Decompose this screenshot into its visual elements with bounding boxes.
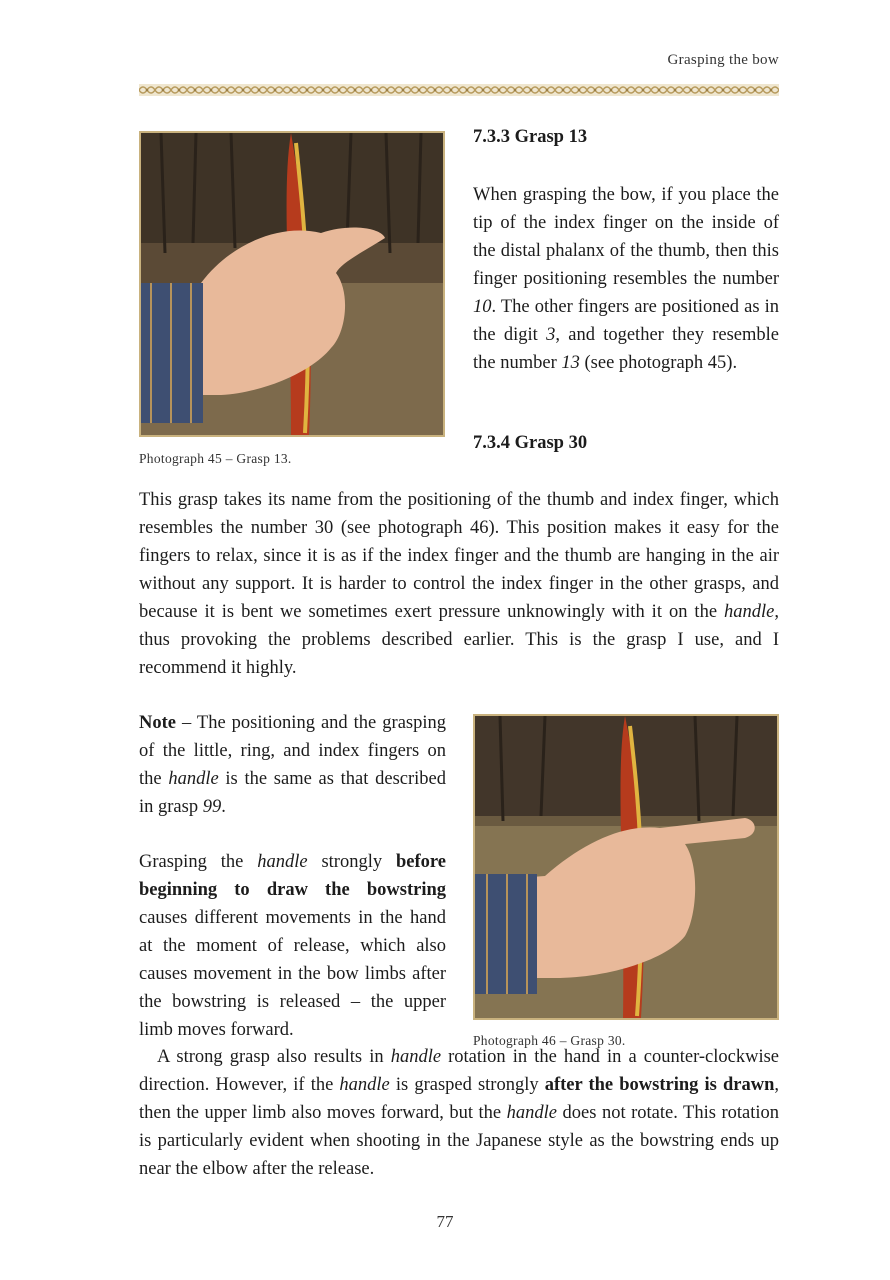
photograph-46 xyxy=(473,714,779,1020)
running-head: Grasping the bow xyxy=(667,52,779,68)
note-paragraph: Note – The positioning and the grasping of the little, ring, and index fingers on the handle is the same as that described in grasp 99. xyxy=(139,713,446,817)
grasp-30-illustration xyxy=(475,716,777,1018)
page-number: 77 xyxy=(436,1212,454,1231)
caption-photograph-45: Photograph 45 – Grasp 13. xyxy=(139,451,292,466)
paragraph-grasp-30: This grasp takes its name from the positioning of the thumb and index finger, which resembles the number 30 (see photograph 46). This position makes it easy for the fingers to relax, since it is as if the index finger and the thumb are hanging in the air without any support. It is harder to control the index finger in the other grasps, and because it is bent we sometimes exert pressure unknowingly with it on the handle, thus provoking the problems described earlier. This is the grasp I use, and I recommend it highly. xyxy=(139,490,779,678)
ornamental-rule xyxy=(139,84,779,96)
paragraph-grasp-13: When grasping the bow, if you place the tip of the index finger on the inside of the distal phalanx of the thumb, then this finger positioning resembles the number 10. The other fingers are positioned as in the digit 3, and together they resemble the number 13 (see photograph 45). xyxy=(473,185,779,373)
section-heading-7-3-4: 7.3.4 Grasp 30 xyxy=(473,433,588,453)
photograph-45 xyxy=(139,131,445,437)
grasp-13-illustration xyxy=(141,133,443,435)
section-heading-7-3-3: 7.3.3 Grasp 13 xyxy=(473,127,588,147)
caption-photograph-46: Photograph 46 – Grasp 30. xyxy=(473,1033,626,1048)
paragraph-strong-grasp: A strong grasp also results in handle rotation in the hand in a counter-clockwise direction. However, if the handle is grasped strongly after the bowstring is drawn, then the upper limb also moves forward, but the handle does not rotate. This rotation is particularly evident when shooting in the Japanese style as the bowstring ends up near the elbow after the release. xyxy=(139,1047,780,1179)
paragraph-grasping-strongly: Grasping the handle strongly before beginning to draw the bowstring causes different movements in the hand at the moment of release, which also causes movement in the bow limbs after the bowstring is released – the upper limb moves forward. xyxy=(139,852,446,1040)
